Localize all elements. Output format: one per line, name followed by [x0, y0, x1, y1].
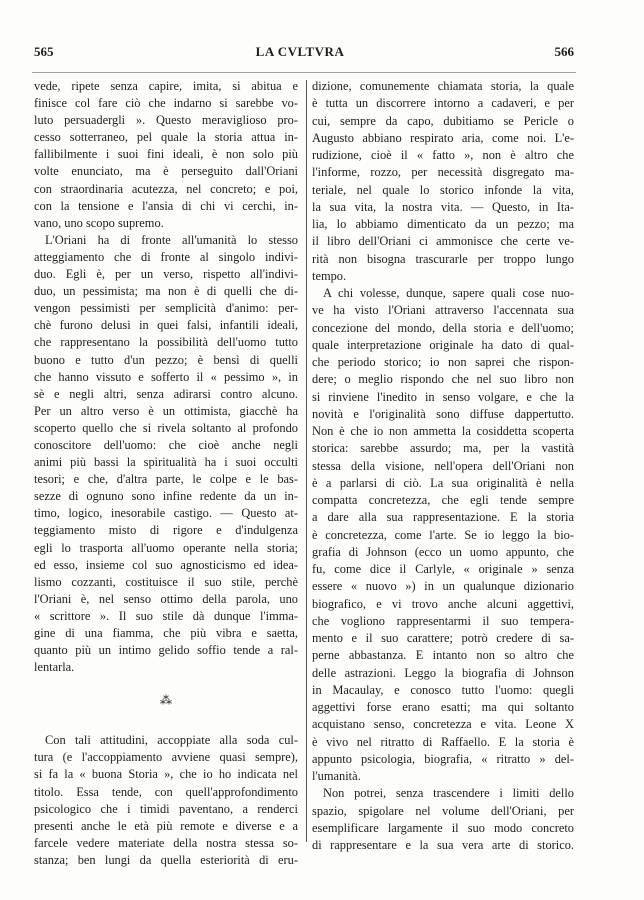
- text-line: buono e tutto d'un pezzo; è bensì di quelli: [34, 352, 298, 367]
- text-line: il libro dell'Oriani ci ammonisce che certe ve-: [312, 234, 574, 249]
- text-line: teggiamento misto di rigore e d'indulgenza: [34, 523, 298, 538]
- text-line: sezze di ognuno sono infine redente da un in-: [34, 489, 298, 504]
- text-line: che rappresentano la possibilità dell'uomo tutto: [34, 335, 298, 350]
- text-line: con la tensione e l'ansia di chi vi cerchi, in-: [34, 198, 298, 213]
- text-line: fu, come dice il Carlyle, « originale » senza: [312, 562, 574, 576]
- text-line: lia, lo abbiamo dimenticato da un pezzo; ma: [312, 217, 574, 231]
- left-text-after-separator: [34, 732, 298, 869]
- right-column: [312, 78, 574, 854]
- text-line: lismo cozzanti, costituisce il suo stile, perchè: [34, 574, 298, 589]
- text-line: animi più bassi la spiritualità ha i suoi occulti: [34, 455, 298, 470]
- asterism: ⁂: [160, 693, 172, 708]
- text-line: che hanno vissuto e sofferto il « pessimo », in: [34, 369, 298, 384]
- text-line: duo, un pessimista; ma non è di quelli che di-: [34, 284, 298, 299]
- text-line: che periodo storico; io non saprei che rispon-: [312, 355, 574, 369]
- paragraph: [34, 732, 298, 869]
- text-line: luto persuadergli ». Questo meraviglioso pro-: [34, 113, 298, 128]
- text-line: « scrittore ». Il suo stile dà dunque l'imma-: [34, 608, 298, 623]
- text-line: psicologico che i timidi paventano, a renderci: [34, 801, 298, 816]
- text-line: stanza; ben lungi da quella esteriorità di eru-: [34, 852, 298, 867]
- text-line: esemplificare largamente il suo modo concreto: [312, 820, 574, 835]
- text-line: fallibilmente i suoi fini ideali, è non solo più: [34, 147, 298, 162]
- text-line: si fa la « buona Storia », che io ho indicata nel: [34, 767, 298, 782]
- text-line: ed esso, insieme col suo agnosticismo ed idea-: [34, 557, 298, 572]
- text-line: teriale, nel quale lo storico infonde la vita,: [312, 182, 574, 197]
- page-number-right: 566: [554, 44, 574, 59]
- left-text-before-separator: [34, 78, 298, 676]
- text-line: essere « nuovo ») in un qualunque dizionario: [312, 579, 574, 594]
- text-line: è vivo nel ritratto di Raffaello. E la storia è: [312, 734, 574, 749]
- column-divider: [306, 80, 307, 842]
- text-line: rudizione, cioè il « fatto », non è altro che: [312, 148, 574, 162]
- text-line: è concretezza, come l'arte. Se io leggo la bio-: [312, 527, 574, 542]
- text-line: vede, ripete senza capire, imita, si abitua e: [34, 79, 298, 93]
- text-line: scoperto quello che si rivela soltanto al profondo: [34, 420, 298, 435]
- text-line: spazio, spigolare nel volume dell'Oriani, per: [312, 803, 574, 818]
- text-line: si rinviene l'inedito in senso volgare, e che la: [312, 389, 574, 404]
- text-line: cui, sempre da capo, dubitiamo se Pericle o: [312, 113, 574, 128]
- text-line: stessa della visione, nell'opera dell'Oriani non: [312, 458, 574, 473]
- text-line: quanto più un intimo gelido soffio tende a ral-: [34, 643, 298, 658]
- text-line: in Macaulay, e conosco tutto l'uomo: quegli: [312, 682, 574, 697]
- text-line: tempo.: [312, 268, 347, 283]
- text-line: cesso sotterraneo, pel quale la storia attua in-: [34, 130, 298, 145]
- text-line: quale interpretazione originale ha dato di qual-: [312, 337, 574, 352]
- text-line: lentarla.: [34, 660, 75, 675]
- paragraph: [312, 285, 574, 785]
- text-line: atteggiamento che di fronte al singolo indivi-: [34, 249, 298, 264]
- text-line: con straordinaria acutezza, nel concreto; e poi,: [34, 181, 298, 196]
- text-line: rità non bisogna trascurarle per troppo lungo: [312, 251, 574, 266]
- text-line: farcele vedere materiate della nostra stessa so-: [34, 835, 298, 850]
- text-line: duo. Egli è, per un verso, rispetto all'indivi-: [34, 267, 298, 282]
- left-column: [34, 78, 298, 869]
- text-line: finisce col fare ciò che indarno si sarebbe vo-: [34, 96, 298, 111]
- text-line: perne abbastanza. E intanto non so altro che: [312, 648, 574, 663]
- text-line: Per un altro verso è un ottimista, giacchè ha: [34, 403, 298, 418]
- text-line: volte enunciato, ma è perseguito dall'Oriani: [34, 164, 298, 179]
- text-line: la sua vita, la nostra vita. — Questo, in Ita-: [312, 199, 574, 214]
- text-line: a dare alla sua rappresentazione. E la storia: [312, 510, 574, 525]
- text-line: che vogliono rappresentarmi il suo tempera-: [312, 613, 574, 628]
- text-line: egli lo trasporta all'uomo operante nella storia;: [34, 540, 298, 555]
- text-line: l'umanità.: [312, 769, 361, 783]
- text-line: storica: sarebbe assurdo; ma, per la vastità: [312, 441, 574, 456]
- text-line: appunto psicologia, biografia, « ritratto » del-: [312, 751, 574, 766]
- text-line: presenti anche le età più remote e diverse e a: [34, 818, 298, 833]
- text-line: vengon pessimisti per semplicità d'animo: per-: [34, 301, 298, 316]
- text-line: delle astrazioni. Leggo la biografia di Johnson: [312, 665, 574, 680]
- paragraph: [312, 785, 574, 854]
- text-line: A chi volesse, dunque, sapere quali cose nuo-: [323, 286, 574, 300]
- text-line: grafia di Johnson (ecco un uomo appunto, che: [312, 544, 574, 559]
- text-line: biografico, e vi trovo anche alcuni aggettivi,: [312, 596, 574, 611]
- text-line: tura (e l'accoppiamento avviene quasi sempre),: [34, 750, 298, 765]
- header-rule: [32, 72, 576, 73]
- text-line: novità e l'originalità sono diffuse dappertutto.: [312, 406, 574, 421]
- section-separator: [34, 676, 298, 732]
- text-line: tesori; e che, d'altra parte, le colpe e le bas-: [34, 472, 298, 487]
- text-line: chè furono delusi in quei falsi, infantili ideali,: [34, 318, 298, 333]
- page-number-left: 565: [34, 44, 54, 59]
- text-line: acquistano senso, concretezza e vita. Leone X: [312, 717, 574, 732]
- text-line: ve ha visto l'Oriani attraverso l'accennata sua: [312, 303, 574, 318]
- text-line: titolo. Essa tende, con quell'approfondimento: [34, 784, 298, 799]
- text-line: Non è che io non ammetta la cosiddetta scoperta: [312, 424, 574, 438]
- running-title: LA CVLTVRA: [255, 44, 345, 59]
- paragraph: [34, 78, 298, 232]
- text-line: è a parlarsi di ciò. La sua originalità è nella: [312, 475, 574, 490]
- text-line: L'Oriani ha di fronte all'umanità lo stesso: [45, 232, 298, 247]
- text-line: Non potrei, senza trascendere i limiti dello: [323, 786, 574, 801]
- text-line: di rappresentare e la sua vera arte di storico.: [312, 838, 574, 852]
- paragraph: [34, 232, 298, 676]
- text-line: Con tali attitudini, accoppiate alla soda cul-: [45, 733, 298, 748]
- text-line: è tutta un discorrere intorno a cadaveri, e per: [312, 96, 574, 111]
- text-line: l'Oriani è, nel senso ottimo della parola, uno: [34, 591, 298, 606]
- text-line: dere; o meglio rispondo che nel suo libro non: [312, 372, 574, 387]
- text-line: compatta concretezza, che egli tende sempre: [312, 493, 574, 507]
- text-line: conoscitore dell'uomo: che cioè anche negli: [34, 437, 298, 452]
- text-line: timo, logico, inesorabile castigo. — Questo at-: [34, 506, 298, 521]
- text-line: Augusto abbiano respirato aria, come noi. L'e-: [312, 130, 574, 145]
- text-line: dizione, comunemente chiamata storia, la quale: [312, 79, 574, 93]
- text-line: mento e il suo carattere; potrò credere di sa-: [312, 631, 574, 645]
- text-line: aggettivi forse erano esatti; ma qui soltanto: [312, 700, 574, 714]
- text-line: l'informe, rozzo, per necessità disgregato ma-: [312, 165, 574, 180]
- text-line: gine di una fiamma, che più vibra e saetta,: [34, 626, 298, 640]
- text-line: concezione del mondo, della storia e dell'uomo;: [312, 320, 574, 335]
- paragraph: [312, 78, 574, 285]
- text-line: sè e negli altri, senza adirarsi contro alcuno.: [34, 386, 298, 401]
- text-line: vano, uno scopo supremo.: [34, 215, 164, 230]
